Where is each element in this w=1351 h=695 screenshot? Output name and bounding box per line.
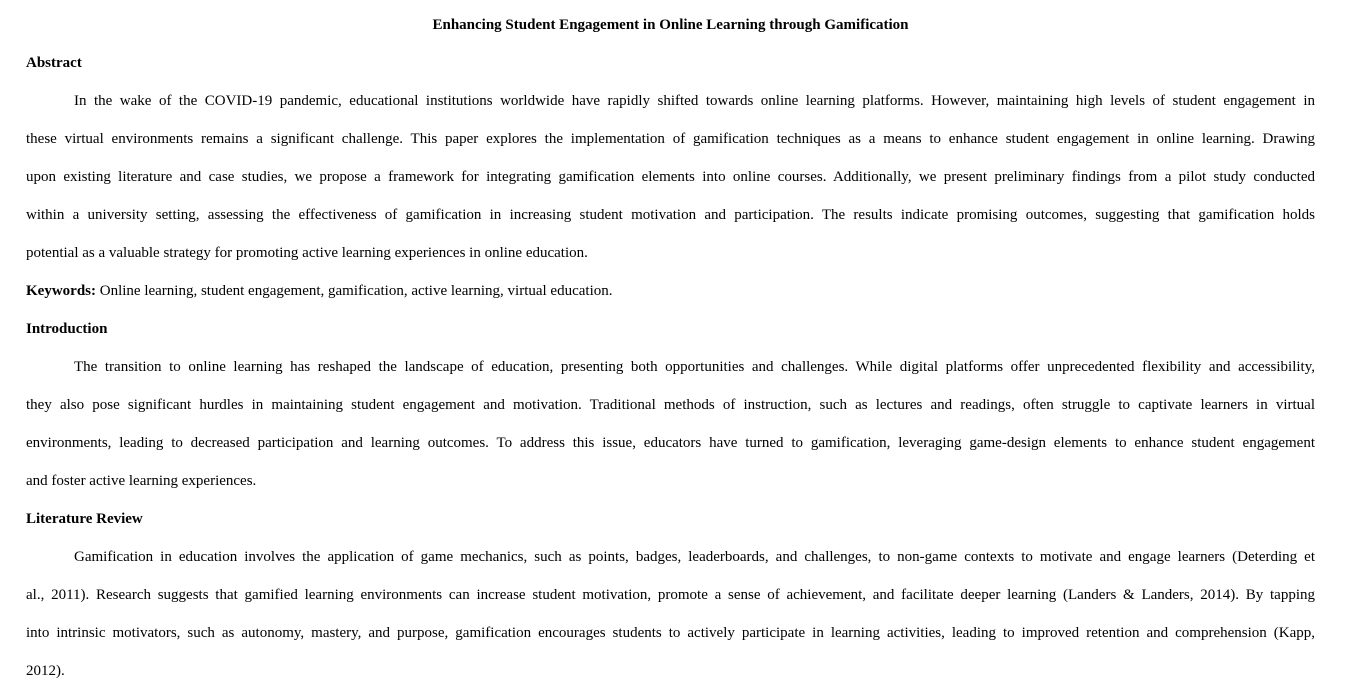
introduction-paragraph [26, 348, 1315, 500]
paper-title: Enhancing Student Engagement in Online Learning through Gamification [432, 17, 909, 33]
keywords-line [26, 272, 1315, 310]
abstract-line: In the wake of the COVID-19 pandemic, educational institutions worldwide have rapidly shifted towards online learning platforms. However, maintaining high levels of student engagement in [74, 93, 1315, 109]
literature-review-heading: Literature Review [26, 511, 143, 527]
literature-review-line: into intrinsic motivators, such as autonomy, mastery, and purpose, gamification encourages students to actively participate in learning activities, leading to improved retention and comprehension (Kapp, [26, 625, 1315, 641]
abstract-line: potential as a valuable strategy for promoting active learning experiences in online education. [26, 245, 588, 261]
keywords-text: Online learning, student engagement, gamification, active learning, virtual education. [96, 283, 613, 299]
keywords-label: Keywords: [26, 283, 96, 299]
introduction-line: and foster active learning experiences. [26, 473, 257, 489]
abstract-heading: Abstract [26, 55, 82, 71]
introduction-line: The transition to online learning has reshaped the landscape of education, presenting both opportunities and challenges. While digital platforms offer unprecedented flexibility and accessibility, [74, 359, 1315, 375]
literature-review-line: 2012). [26, 663, 65, 679]
document-page [0, 6, 1351, 695]
introduction-line: environments, leading to decreased participation and learning outcomes. To address this issue, educators have turned to gamification, leveraging game-design elements to enhance student engagement [26, 435, 1315, 451]
literature-review-line: al., 2011). Research suggests that gamified learning environments can increase student motivation, promote a sense of achievement, and facilitate deeper learning (Landers & Landers, 2014). By tapping [26, 587, 1315, 603]
abstract-line: upon existing literature and case studies, we propose a framework for integrating gamification elements into online courses. Additionally, we present preliminary findings from a pilot study conducted [26, 169, 1315, 185]
abstract-line: within a university setting, assessing the effectiveness of gamification in increasing student motivation and participation. The results indicate promising outcomes, suggesting that gamification holds [26, 207, 1315, 223]
literature-review-line: Gamification in education involves the application of game mechanics, such as points, badges, leaderboards, and challenges, to non-game contexts to motivate and engage learners (Deterding et [74, 549, 1315, 565]
abstract-line: these virtual environments remains a significant challenge. This paper explores the implementation of gamification techniques as a means to enhance student engagement in online learning. Drawing [26, 131, 1315, 147]
introduction-heading: Introduction [26, 321, 108, 337]
literature-review-paragraph [26, 538, 1315, 690]
abstract-paragraph [26, 82, 1315, 272]
introduction-line: they also pose significant hurdles in maintaining student engagement and motivation. Traditional methods of instruction, such as lectures and readings, often struggle to captivate learners in virtual [26, 397, 1315, 413]
